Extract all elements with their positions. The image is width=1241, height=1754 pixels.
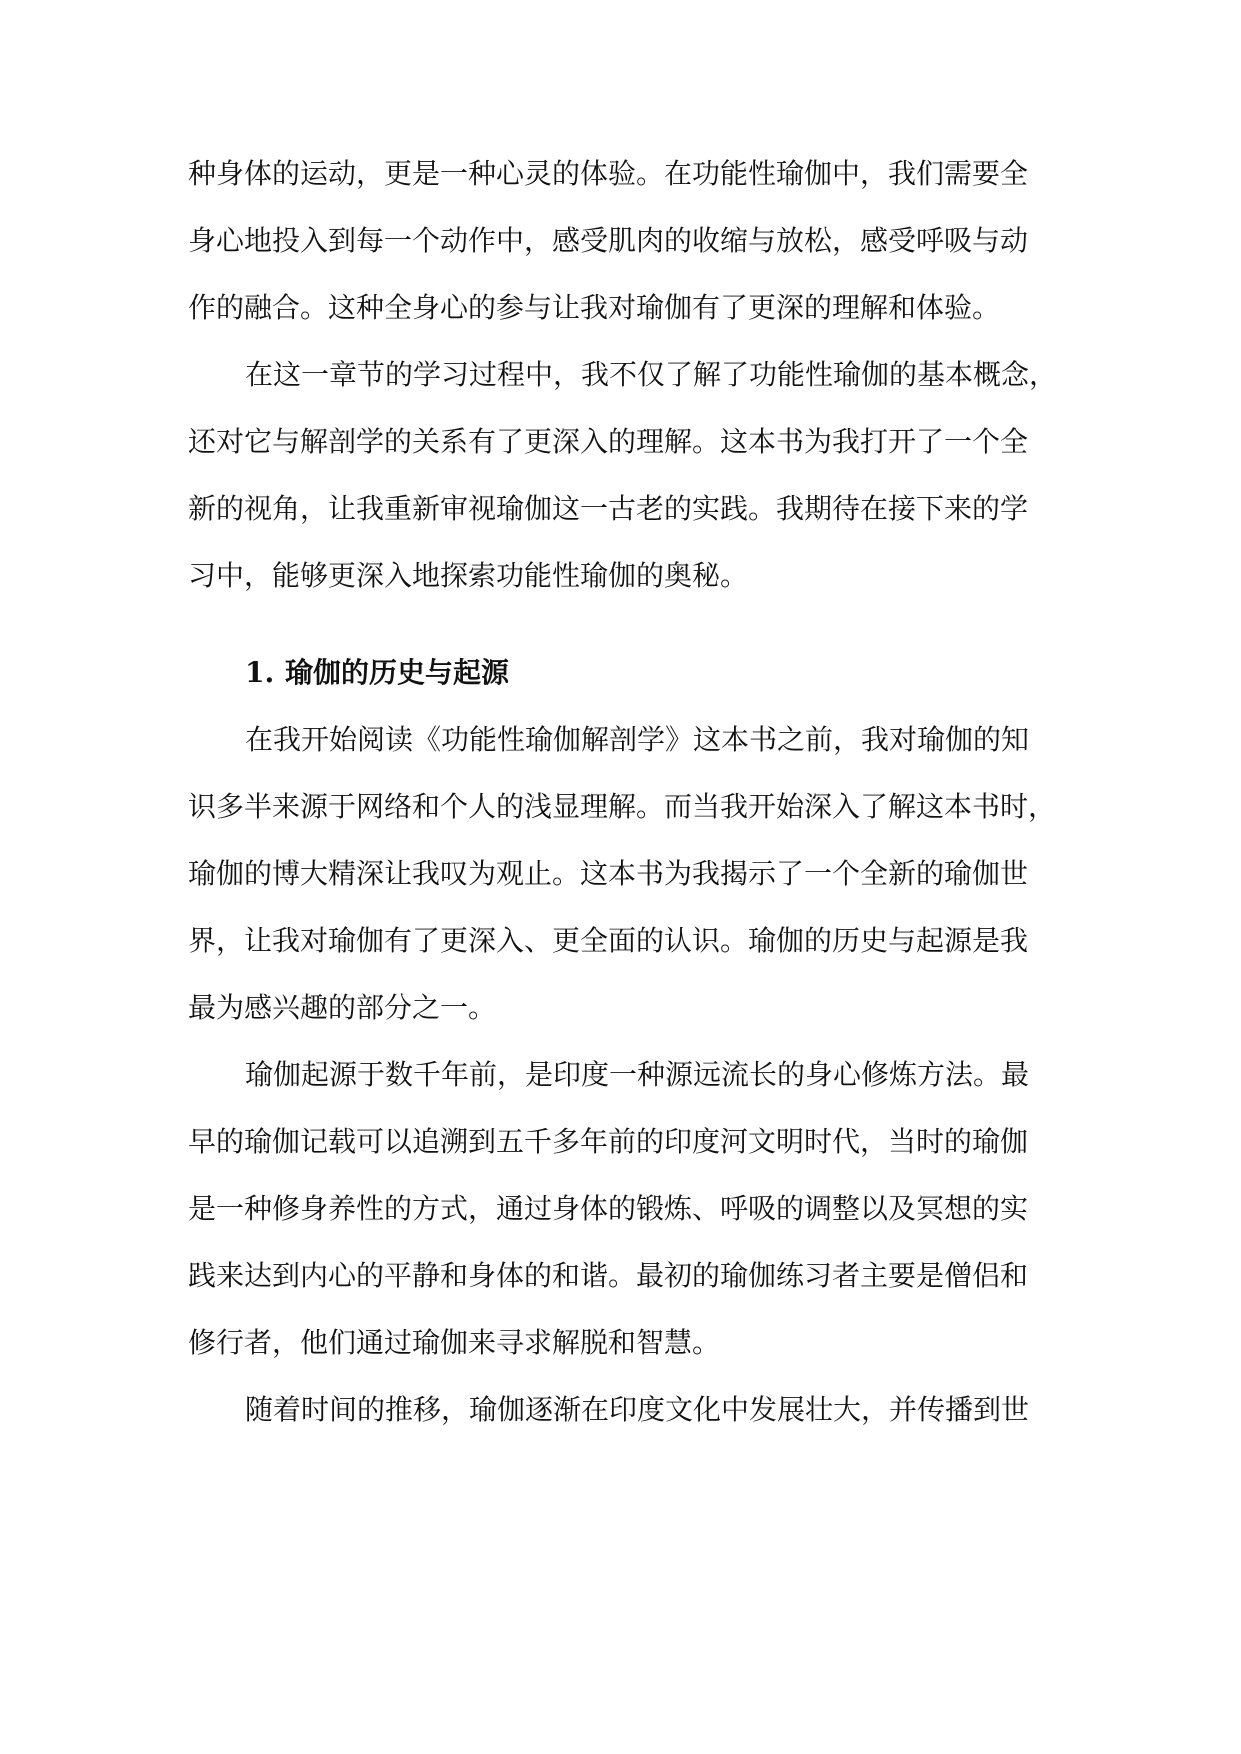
heading-number: 1. [245,656,275,689]
paragraph [188,1376,1058,1443]
text-line: 种身体的运动，更是一种心灵的体验。在功能性瑜伽中，我们需要全 [188,157,1029,190]
text-line: 在这一章节的学习过程中，我不仅了解了功能性瑜伽的基本概念， [245,358,1058,391]
paragraph [188,706,1058,1041]
text-line: 还对它与解剖学的关系有了更深入的理解。这本书为我打开了一个全 [188,425,1029,458]
text-line: 界，让我对瑜伽有了更深入、更全面的认识。瑜伽的历史与起源是我 [188,924,1029,957]
text-line: 新的视角，让我重新审视瑜伽这一古老的实践。我期待在接下来的学 [188,492,1029,525]
text-line: 瑜伽起源于数千年前，是印度一种源远流长的身心修炼方法。最 [245,1058,1030,1091]
text-line: 随着时间的推移，瑜伽逐渐在印度文化中发展壮大，并传播到世 [245,1393,1030,1426]
section-heading [188,639,1058,706]
text-line: 早的瑜伽记载可以追溯到五千多年前的印度河文明时代，当时的瑜伽 [188,1125,1029,1158]
text-line: 修行者，他们通过瑜伽来寻求解脱和智慧。 [188,1326,721,1359]
body-text [188,140,1058,1443]
text-line: 作的融合。这种全身心的参与让我对瑜伽有了更深的理解和体验。 [188,291,1001,324]
heading-title: 瑜伽的历史与起源 [285,656,510,689]
paragraph [188,341,1058,609]
text-line: 最为感兴趣的部分之一。 [188,991,497,1024]
text-line: 瑜伽的博大精深让我叹为观止。这本书为我揭示了一个全新的瑜伽世 [188,857,1029,890]
paragraph [188,140,1058,341]
text-line: 践来达到内心的平静和身体的和谐。最初的瑜伽练习者主要是僧侣和 [188,1259,1029,1292]
paragraph [188,1041,1058,1376]
text-line: 身心地投入到每一个动作中，感受肌肉的收缩与放松，感受呼吸与动 [188,224,1029,257]
text-line: 在我开始阅读《功能性瑜伽解剖学》这本书之前，我对瑜伽的知 [245,723,1030,756]
text-line: 识多半来源于网络和个人的浅显理解。而当我开始深入了解这本书时， [188,790,1057,823]
text-line: 习中，能够更深入地探索功能性瑜伽的奥秘。 [188,559,749,592]
text-line: 是一种修身养性的方式，通过身体的锻炼、呼吸的调整以及冥想的实 [188,1192,1029,1225]
